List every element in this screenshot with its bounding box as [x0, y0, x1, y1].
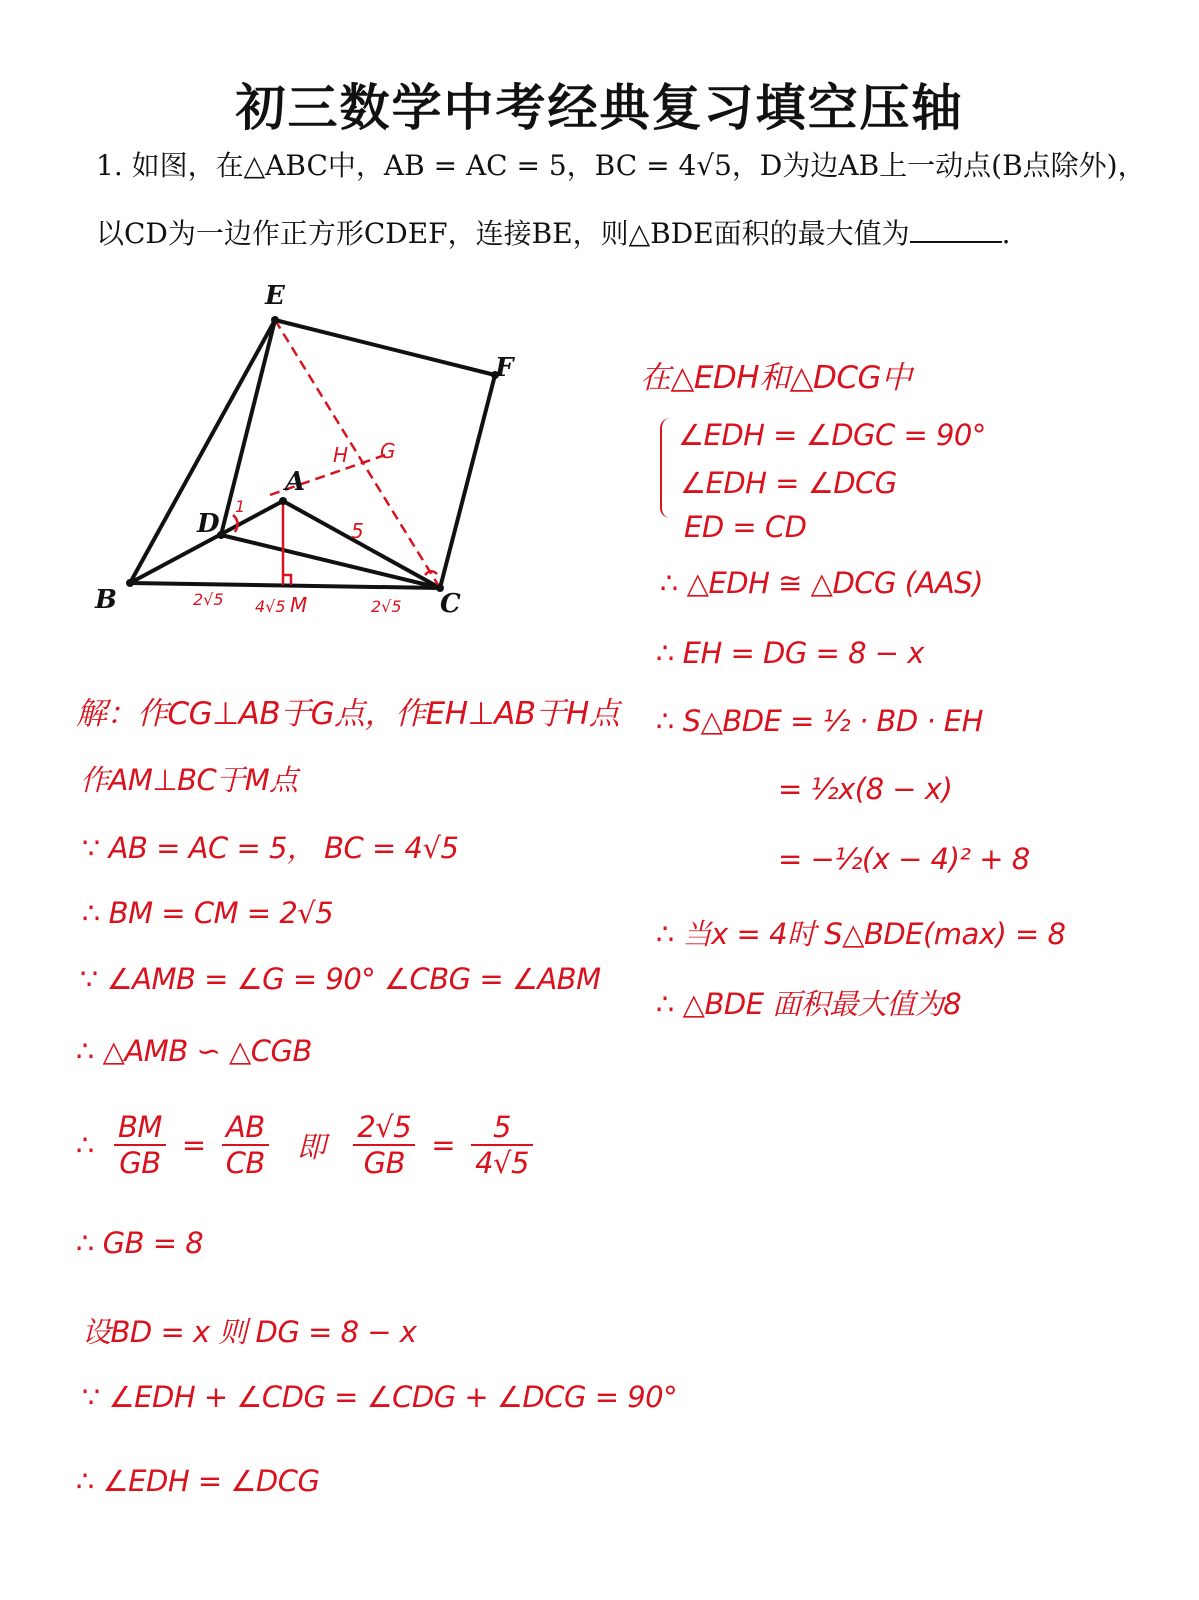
- label-f: F: [495, 353, 514, 383]
- label-g: G: [380, 439, 396, 463]
- solution-line: = ½x(8 − x): [778, 772, 953, 806]
- fraction-numerator: AB: [222, 1110, 269, 1146]
- solution-line: ∴ △BDE 面积最大值为8: [656, 987, 962, 1021]
- square-cdef: [221, 320, 495, 588]
- equals-sign: =: [431, 1128, 456, 1162]
- solution-line: ∵ ∠EDH + ∠CDG = ∠CDG + ∠DCG = 90°: [82, 1380, 678, 1414]
- solution-line: ∴ △EDH ≅ △DCG (AAS): [660, 566, 983, 600]
- solution-line: = −½(x − 4)² + 8: [778, 842, 1030, 876]
- label-ac-length: 5: [351, 519, 364, 543]
- equals-sign: =: [181, 1128, 206, 1162]
- fraction-numerator: BM: [114, 1110, 166, 1146]
- ji-word: 即: [296, 1129, 326, 1164]
- fraction-bm-gb: [114, 1110, 166, 1180]
- solution-line: ∴ 当x = 4时 S△BDE(max) = 8: [656, 917, 1066, 951]
- solution-line: 在△EDH和△DCG中: [640, 360, 912, 396]
- system-brace: [660, 418, 676, 518]
- solution-line: ∵ AB = AC = 5， BC = 4√5: [82, 831, 459, 865]
- fraction-denominator: CB: [225, 1146, 265, 1180]
- label-angle-1: 1: [235, 497, 246, 516]
- solution-line: 设BD = x 则 DG = 8 − x: [82, 1315, 417, 1349]
- fraction-equation: [76, 1110, 539, 1180]
- fraction-numerator: 5: [471, 1110, 533, 1146]
- point-a-dot: [279, 497, 287, 505]
- label-a: A: [285, 467, 306, 497]
- solution-line: ∴ △AMB ∽ △CGB: [76, 1034, 312, 1068]
- fraction-numerator: 2√5: [353, 1110, 415, 1146]
- fraction-denominator: GB: [119, 1146, 161, 1180]
- solution-line: ∴ GB = 8: [76, 1226, 204, 1260]
- solution-line: ∴ EH = DG = 8 − x: [656, 636, 924, 670]
- point-b-dot: [126, 579, 134, 587]
- page-title: 初三数学中考经典复习填空压轴: [235, 78, 964, 137]
- solution-line: ∴ S△BDE = ½ · BD · EH: [656, 704, 983, 738]
- point-e-dot: [271, 316, 279, 324]
- solution-line: 作AM⊥BC于M点: [80, 763, 298, 797]
- solution-line: ∠EDH = ∠DGC = 90°: [678, 418, 986, 452]
- solution-line: ∠EDH = ∠DCG: [680, 466, 897, 500]
- problem-statement-line-1: 1. 如图，在△ABC中，AB = AC = 5，BC = 4√5，D为边AB上一动点(B点除外)，: [96, 149, 1146, 182]
- therefore-symbol: ∴: [76, 1128, 94, 1162]
- label-mc-length: 2√5: [371, 597, 402, 616]
- solution-line: 解：作CG⊥AB于G点，作EH⊥AB于H点: [76, 696, 620, 732]
- answer-blank: [910, 215, 1002, 243]
- solution-line: ∴ ∠EDH = ∠DCG: [76, 1464, 320, 1498]
- label-d: D: [197, 509, 220, 539]
- fraction-denominator: GB: [363, 1146, 405, 1180]
- problem-period: .: [1001, 217, 1011, 250]
- label-m: M: [290, 593, 308, 617]
- fraction-5-4r5: [471, 1110, 533, 1180]
- segment-ec-dashed: [275, 320, 440, 588]
- problem-statement-text: 以CD为一边作正方形CDEF，连接BE，则△BDE面积的最大值为: [96, 217, 910, 250]
- label-bm-length: 2√5: [193, 590, 224, 609]
- label-e: E: [265, 281, 285, 311]
- label-bc-length: 4√5: [255, 597, 286, 616]
- geometry-diagram: [85, 270, 585, 630]
- fraction-denominator: 4√5: [475, 1146, 529, 1180]
- fraction-ab-cb: [222, 1110, 269, 1180]
- label-c: C: [440, 589, 461, 619]
- solution-line: ∴ BM = CM = 2√5: [82, 896, 334, 930]
- label-h: H: [333, 443, 349, 467]
- problem-statement-line-2: [96, 214, 1176, 254]
- solution-line: ∵ ∠AMB = ∠G = 90° ∠CBG = ∠ABM: [80, 962, 601, 996]
- fraction-2r5-gb: [353, 1110, 415, 1180]
- label-b: B: [95, 585, 117, 615]
- solution-line: ED = CD: [684, 510, 807, 544]
